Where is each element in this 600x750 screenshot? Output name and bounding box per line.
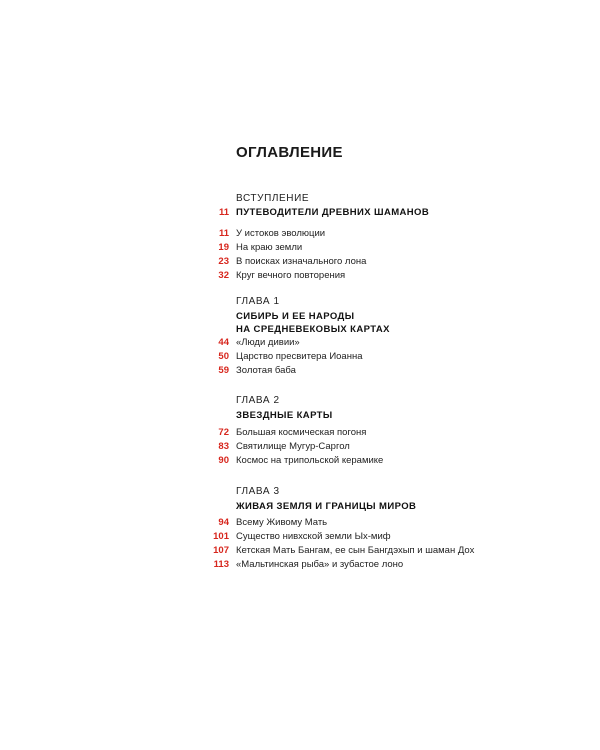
page-title: ОГЛАВЛЕНИЕ: [236, 144, 343, 161]
toc-entry[interactable]: [0, 454, 600, 468]
section-heading[interactable]: [236, 409, 333, 422]
page-number: 94: [218, 517, 229, 528]
toc-entry[interactable]: [0, 516, 600, 530]
toc-entry[interactable]: [0, 336, 600, 350]
section-heading-line: СИБИРЬ И ЕЕ НАРОДЫ: [236, 311, 355, 322]
page-number: 72: [218, 427, 229, 438]
section-kicker: ГЛАВА 1: [236, 296, 280, 307]
section-kicker: ГЛАВА 2: [236, 395, 280, 406]
toc-entry[interactable]: [0, 269, 600, 283]
entry-title: На краю земли: [236, 242, 303, 253]
page-number: 59: [218, 365, 229, 376]
toc-entry[interactable]: [0, 558, 600, 572]
toc-entry[interactable]: [0, 241, 600, 255]
toc-entry[interactable]: [0, 350, 600, 364]
page-number: 107: [213, 545, 229, 556]
page-number: 83: [218, 441, 229, 452]
toc-entry[interactable]: [0, 255, 600, 269]
section-kicker: ГЛАВА 3: [236, 486, 280, 497]
section-heading[interactable]: [236, 310, 390, 336]
section-heading-line: НА СРЕДНЕВЕКОВЫХ КАРТАХ: [236, 324, 390, 335]
entry-title: Большая космическая погоня: [236, 427, 367, 438]
entry-title: Космос на трипольской керамике: [236, 455, 384, 466]
section-heading[interactable]: [236, 500, 416, 513]
page-number: 44: [218, 337, 229, 348]
toc-entry-heading[interactable]: [0, 206, 600, 220]
toc-entry[interactable]: [0, 227, 600, 241]
page-number: 19: [218, 242, 229, 253]
page-number: 101: [213, 531, 229, 542]
entry-title: «Люди дивии»: [236, 337, 300, 348]
page-number: 11: [218, 228, 229, 239]
entry-title: Золотая баба: [236, 365, 296, 376]
entry-title: Круг вечного повторения: [236, 270, 346, 281]
toc-entry[interactable]: [0, 426, 600, 440]
section-heading-line: ЖИВАЯ ЗЕМЛЯ И ГРАНИЦЫ МИРОВ: [236, 501, 417, 512]
toc-entry[interactable]: [0, 440, 600, 454]
section-heading: ПУТЕВОДИТЕЛИ ДРЕВНИХ ШАМАНОВ: [236, 207, 430, 218]
entry-title: Всему Живому Мать: [236, 517, 328, 528]
toc-entry[interactable]: [0, 530, 600, 544]
page-number: 11: [218, 207, 229, 218]
entry-title: Святилище Мугур-Саргол: [236, 441, 350, 452]
section-kicker: ВСТУПЛЕНИЕ: [236, 193, 310, 204]
entry-title: У истоков эволюции: [236, 228, 326, 239]
section-heading-line: ЗВЕЗДНЫЕ КАРТЫ: [236, 410, 333, 421]
entry-title: «Мальтинская рыба» и зубастое лоно: [236, 559, 404, 570]
entry-title: Кетская Мать Бангам, ее сын Бангдэхып и шаман Дох: [236, 545, 475, 556]
entry-title: В поисках изначального лона: [236, 256, 367, 267]
page-number: 50: [218, 351, 229, 362]
entry-title: Существо нивхской земли Ых-миф: [236, 531, 391, 542]
page-number: 90: [218, 455, 229, 466]
entry-title: Царство пресвитера Иоанна: [236, 351, 363, 362]
page-number: 113: [213, 559, 229, 570]
toc-entry[interactable]: [0, 544, 600, 558]
page-number: 32: [218, 270, 229, 281]
page-number: 23: [218, 256, 229, 267]
toc-entry[interactable]: [0, 364, 600, 378]
